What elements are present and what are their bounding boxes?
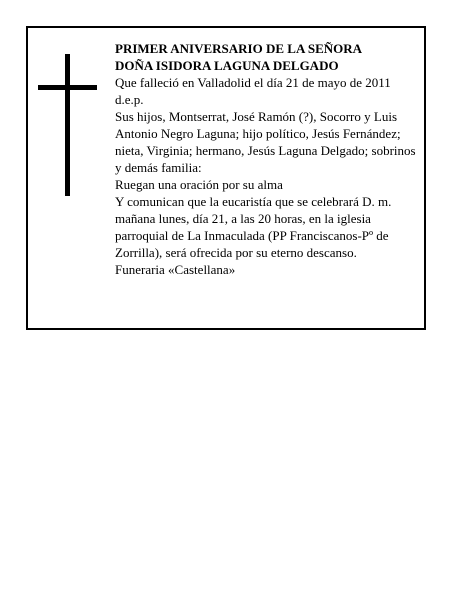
dep-line: d.e.p. [115,92,144,107]
notice-text [115,40,421,278]
title-line-1: PRIMER ANIVERSARIO DE LA SEÑORA [115,41,363,56]
death-line: Que falleció en Valladolid el día 21 de mayo de 2011 [115,75,391,90]
mass-paragraph: Y comunican que la eucaristía que se celebrará D. m. mañana lunes, día 21, a las 20 horas, en la iglesia parroquial de La Inmaculada (PP Franciscanos-Pº de Zorrilla), será ofrecida por su eterno descanso. [115,194,392,260]
funeral-home: Funeraria «Castellana» [115,262,236,277]
prayer-line: Ruegan una oración por su alma [115,177,283,192]
title-line-2: DOÑA ISIDORA LAGUNA DELGADO [115,58,339,73]
obituary-notice [26,26,426,330]
cross-vertical-bar [65,54,70,196]
cross-horizontal-bar [38,85,97,90]
family-paragraph: Sus hijos, Montserrat, José Ramón (?), Socorro y Luis Antonio Negro Laguna; hijo político, Jesús Fernández; nieta, Virginia; hermano, Jesús Laguna Delgado; sobrinos y demás familia: [115,109,416,175]
